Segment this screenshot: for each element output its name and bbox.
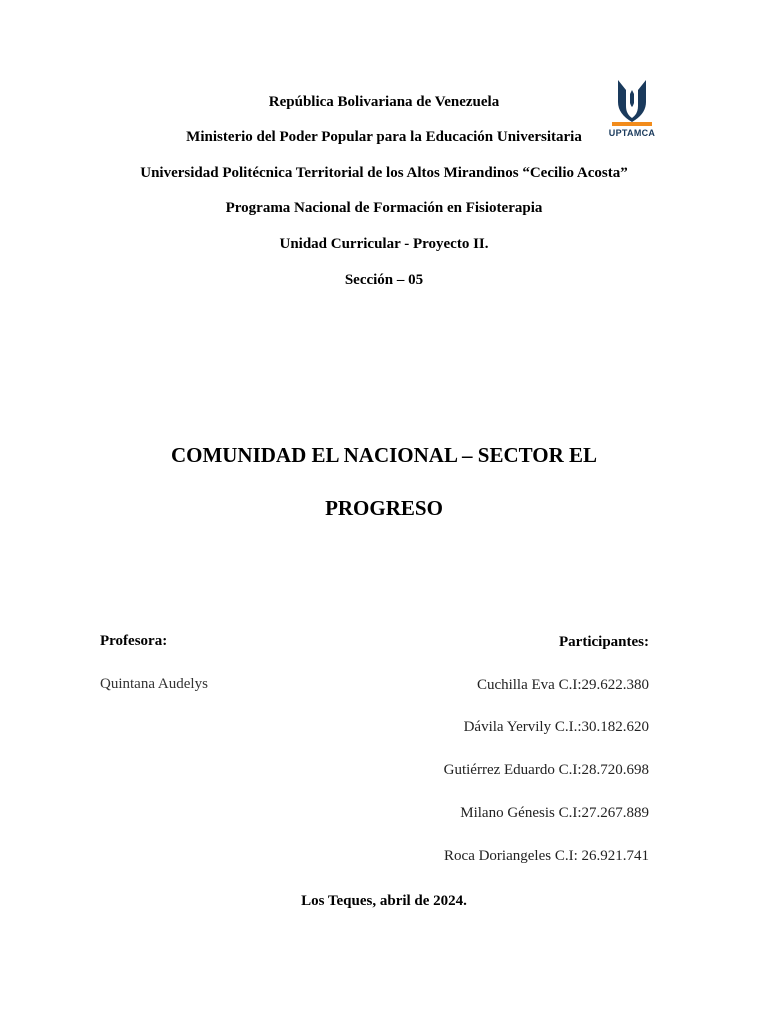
participants-label: Participantes: (559, 634, 649, 650)
participant-item: Milano Génesis C.I:27.267.889 (460, 805, 649, 821)
document-title-line-1: COMUNIDAD EL NACIONAL – SECTOR EL (170, 443, 598, 467)
participant-item: Gutiérrez Eduardo C.I:28.720.698 (443, 762, 649, 778)
teacher-label: Profesora: (100, 633, 168, 649)
header-ministry: Ministerio del Poder Popular para la Educación Universitaria (186, 129, 582, 145)
participant-item: Roca Doriangeles C.I: 26.921.741 (444, 848, 649, 864)
teacher-name-block (100, 675, 208, 693)
uptamca-logo (604, 76, 660, 142)
logo-text: UPTAMCA (608, 128, 656, 138)
participants-block (559, 633, 649, 651)
participant-item: Cuchilla Eva C.I:29.622.380 (476, 677, 649, 693)
document-title-line-2: PROGRESO (325, 496, 443, 520)
header-university: Universidad Politécnica Territorial de los Altos Mirandinos “Cecilio Acosta” (140, 165, 628, 181)
place-date: Los Teques, abril de 2024. (301, 893, 467, 909)
teacher-block (100, 632, 167, 650)
header-curricular-unit: Unidad Curricular - Proyecto II. (279, 236, 489, 252)
header-section: Sección – 05 (344, 272, 424, 288)
header-program: Programa Nacional de Formación en Fisioterapia (225, 200, 543, 216)
uptamca-logo-icon (604, 76, 660, 126)
header-republic: República Bolivariana de Venezuela (268, 94, 500, 110)
participant-item: Dávila Yervily C.I.:30.182.620 (463, 719, 649, 735)
teacher-name: Quintana Audelys (100, 676, 208, 692)
